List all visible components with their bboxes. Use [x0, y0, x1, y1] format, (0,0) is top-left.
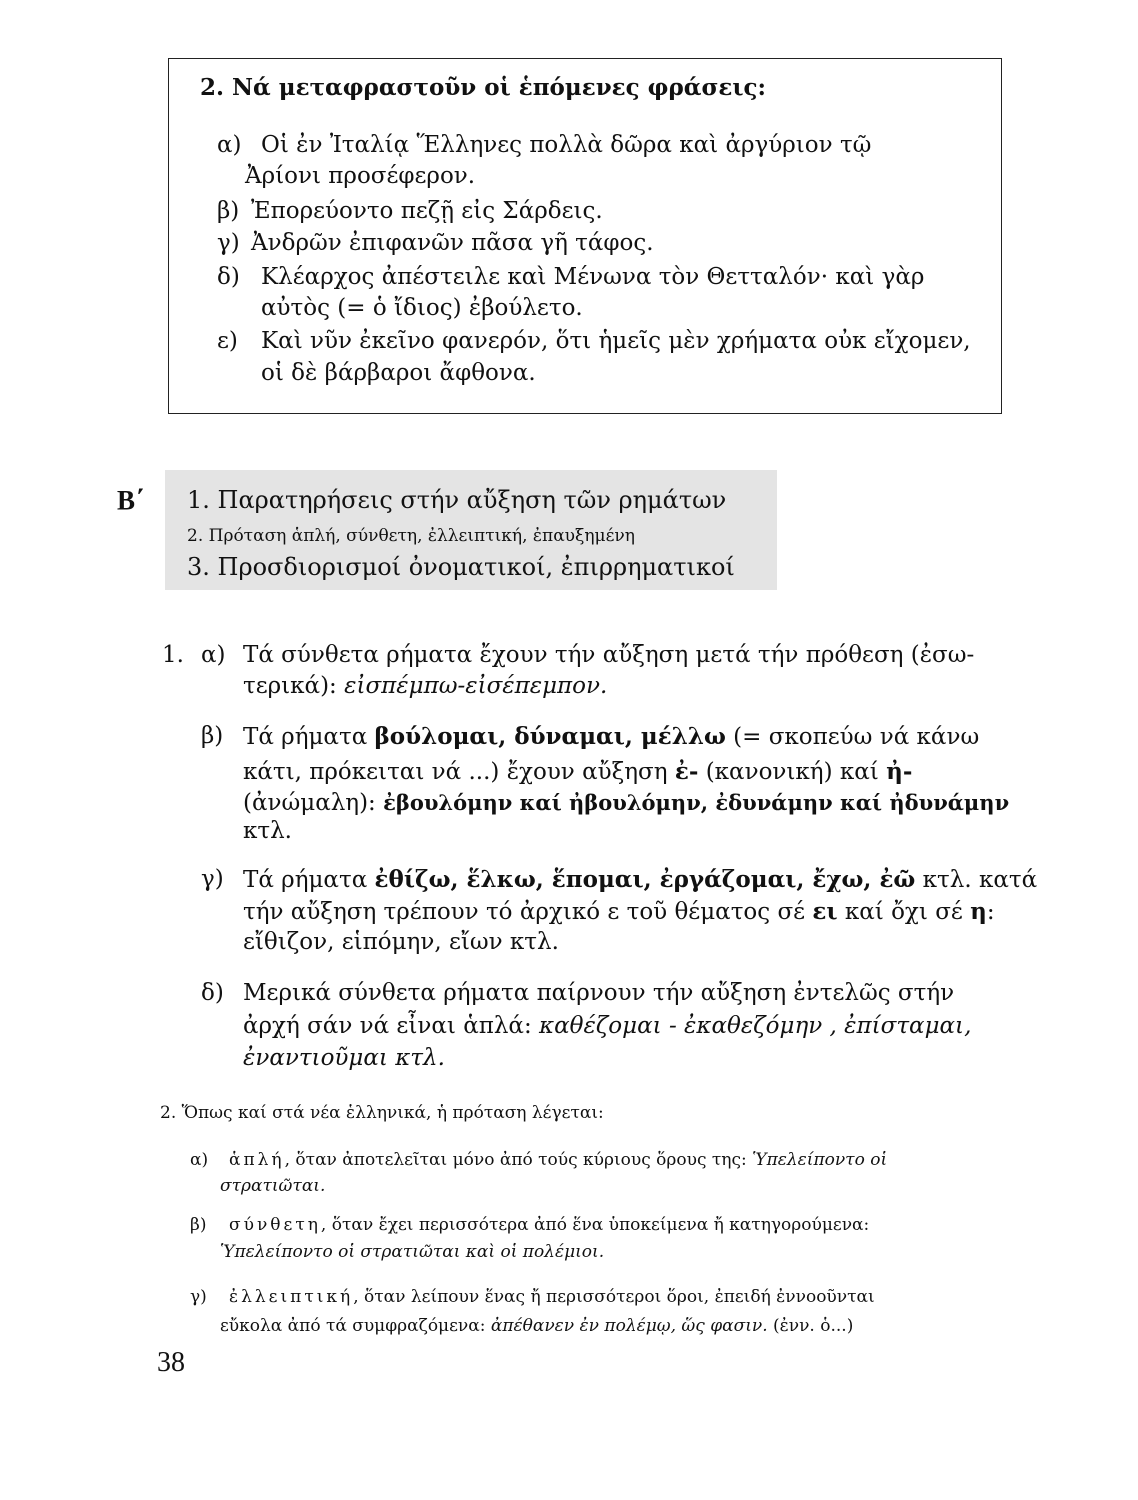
p1b-line3 [243, 790, 1009, 816]
p1a-line2-example: εἰσπέμπω-εἰσέπεμπον. [344, 673, 608, 699]
p2a-label: α) [190, 1150, 209, 1170]
p2a-term: ἁπλή [229, 1150, 285, 1170]
p1c-l1-tail: κτλ. κατά [915, 867, 1038, 893]
p1c-l2-colon: : [986, 899, 995, 925]
p1b-l3-bold: ἐβουλόμην καί ἠβουλόμην, ἐδυνάμην καί ἠδυνάμην [383, 790, 1010, 815]
p1c-l2-bold1: ει [812, 898, 838, 925]
p1c-line2 [243, 898, 995, 925]
exercise-label-a: α) [217, 132, 242, 158]
p1b-l1-tail: (= σκοπεύω νά κάνω [725, 724, 980, 750]
p1d-l2-italic: καθέζομαι - ἐκαθεζόμην , ἐπίσταμαι, [539, 1013, 972, 1039]
exercise-line-d1: Κλέαρχος ἀπέστειλε καὶ Μένωνα τὸν Θετταλόν· καὶ γὰρ [261, 264, 925, 290]
p1d-label: δ) [201, 980, 224, 1006]
p2c-label: γ) [190, 1287, 207, 1307]
p2c-l1-text: , ὅταν λείπουν ἕνας ἤ περισσότεροι ὅροι, ἐπειδή ἐννοοῦνται [353, 1287, 875, 1307]
exercise-label-d: δ) [217, 264, 240, 290]
exercise-line-c1: Ἀνδρῶν ἐπιφανῶν πᾶσα γῆ τάφος. [251, 230, 654, 256]
p2a-l2-italic: στρατιῶται. [220, 1176, 326, 1196]
p2b-l2-italic: Ὑπελείποντο οἱ στρατιῶται καὶ οἱ πολέμιοι. [220, 1242, 605, 1262]
p1b-l2-bold2: ἠ- [886, 758, 913, 785]
p1b-l2-mid: (κανονική) καί [698, 759, 887, 785]
p2c-l2-italic: ἀπέθανεν ἐν πολέμῳ, ὥς φασιν. [490, 1316, 768, 1336]
p2b-line2 [220, 1242, 604, 1262]
p1a-line1: Τά σύνθετα ρήματα ἔχουν τήν αὔξηση μετά τήν πρόθεση (ἐσω- [243, 642, 975, 668]
p2a-l1-text: , ὅταν ἀποτελεῖται μόνο ἀπό τούς κύριους ὅρους της: [284, 1150, 753, 1170]
p2a-l1-italic: Ὑπελείποντο οἱ [752, 1150, 888, 1170]
section-heading-3: 3. Προσδιορισμοί ὀνοματικοί, ἐπιρρηματικοί [187, 553, 735, 581]
exercise-line-a2: Ἀρίονι προσέφερον. [245, 163, 476, 189]
exercise-label-b: β) [217, 198, 240, 224]
p2b-term: σύνθετη [229, 1215, 321, 1235]
p1d-l3-italic: ἐναντιοῦμαι κτλ. [243, 1045, 445, 1071]
p1c-l1-bold: ἐθίζω, ἕλκω, ἕπομαι, ἐργάζομαι, ἔχω, ἐῶ [374, 866, 916, 893]
exercise-line-a1: Οἱ ἐν Ἰταλίᾳ Ἕλληνες πολλὰ δῶρα καὶ ἀργύριον τῷ [261, 132, 872, 158]
p1b-line2 [243, 758, 912, 785]
p1a-line2-text: τερικά): [243, 673, 345, 699]
p1d-l2-text: ἀρχή σάν νά εἶναι ἁπλά: [243, 1013, 540, 1039]
p1a-label: α) [201, 642, 226, 668]
p1b-l1-bold: βούλομαι, δύναμαι, μέλλω [374, 723, 726, 750]
section-mark: Β΄ [117, 485, 144, 515]
p1c-line1 [243, 866, 1037, 893]
p1c-l2-bold2: η [970, 898, 987, 925]
p2a-line1 [229, 1150, 887, 1170]
p2c-l2-text: εὔκολα ἀπό τά συμφραζόμενα: [220, 1316, 491, 1336]
p1b-label: β) [201, 723, 224, 749]
p1c-label: γ) [201, 866, 224, 892]
exercise-label-e: ε) [217, 328, 238, 354]
section-heading-2: 2. Πρόταση ἁπλή, σύνθετη, ἐλλειπτική, ἐπαυξημένη [187, 526, 635, 546]
p1d-line3 [243, 1045, 445, 1071]
p2a-line2 [220, 1176, 325, 1196]
p2c-term: ἐλλειπτική [229, 1287, 354, 1307]
p1b-l1-text: Τά ρήματα [243, 724, 375, 750]
p2c-line1 [229, 1287, 875, 1307]
exercise-label-c: γ) [217, 230, 240, 256]
p1c-l2-mid: καί ὄχι σέ [837, 899, 971, 925]
p1b-line4: κτλ. [243, 818, 292, 844]
p2c-l2-tail: (ἐνν. ὁ...) [767, 1316, 854, 1336]
p1c-l1-text: Τά ρήματα [243, 867, 375, 893]
p2b-l1-text: , ὅταν ἔχει περισσότερα ἀπό ἕνα ὑποκείμενα ἤ κατηγορούμενα: [320, 1215, 870, 1235]
p1c-l2-text: τήν αὔξηση τρέπουν τό ἀρχικό ε τοῦ θέματος σέ [243, 899, 813, 925]
p1d-line1: Μερικά σύνθετα ρήματα παίρνουν τήν αὔξηση ἐντελῶς στήν [243, 980, 955, 1006]
p1b-l2-bold1: ἐ- [674, 758, 699, 785]
p1b-l3-text: (ἀνώμαλη): [243, 790, 384, 816]
exercise-line-e1: Καὶ νῦν ἐκεῖνο φανερόν, ὅτι ἡμεῖς μὲν χρήματα οὐκ εἴχομεν, [261, 328, 971, 354]
p1b-line1 [243, 723, 979, 750]
p2c-line2 [220, 1316, 853, 1336]
page-number: 38 [157, 1347, 185, 1378]
paragraph-1-number: 1. [162, 642, 184, 668]
p1a-line2 [243, 673, 607, 699]
exercise-line-d2: αὐτὸς (= ὁ ἴδιος) ἐβούλετο. [261, 295, 583, 321]
exercise-line-b1: Ἐπορεύοντο πεζῇ εἰς Σάρδεις. [251, 198, 603, 224]
p1b-l2-text: κάτι, πρόκειται νά ...) ἔχουν αὔξηση [243, 759, 675, 785]
exercise-line-e2: οἱ δὲ βάρβαροι ἄφθονα. [261, 360, 536, 386]
p2b-line1 [229, 1215, 869, 1235]
exercise-title: 2. Νά μεταφραστοῦν οἱ ἑπόμενες φράσεις: [200, 74, 767, 101]
p2-intro: 2. Ὅπως καί στά νέα ἑλληνικά, ἡ πρόταση λέγεται: [160, 1103, 604, 1123]
p1c-line3: εἴθιζον, εἱπόμην, εἴων κτλ. [243, 929, 559, 955]
section-heading-1: 1. Παρατηρήσεις στήν αὔξηση τῶν ρημάτων [187, 486, 727, 514]
p1d-line2 [243, 1013, 971, 1039]
p2b-label: β) [190, 1215, 207, 1235]
